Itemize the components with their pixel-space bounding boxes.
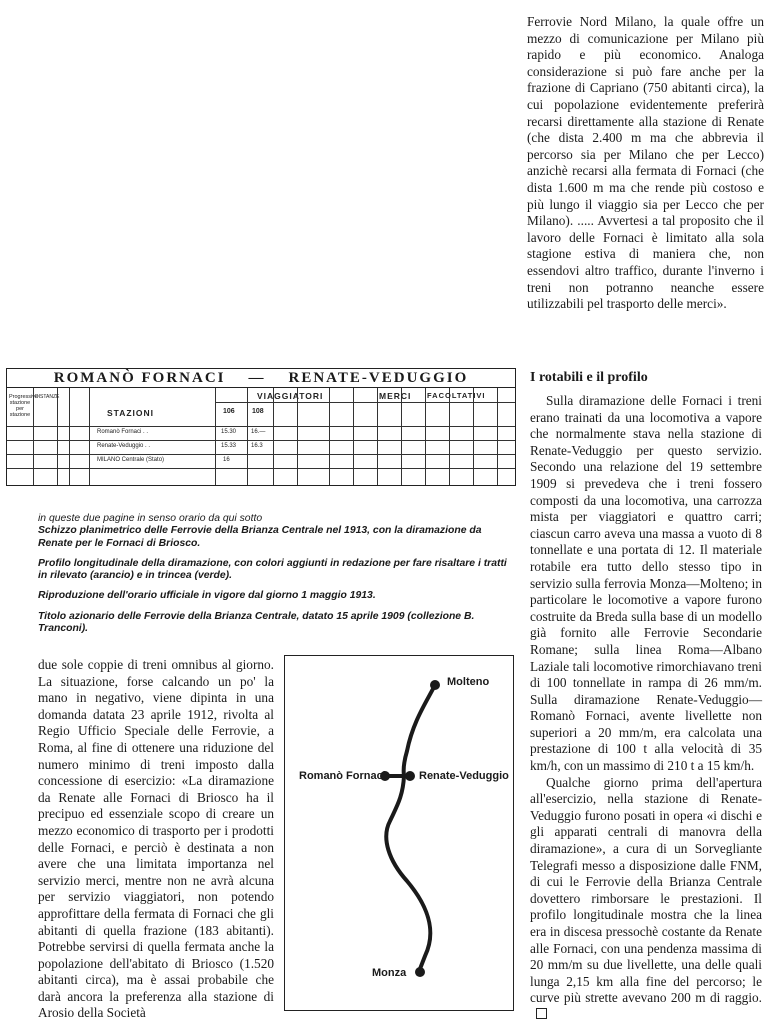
timetable-train-108: 108 bbox=[252, 408, 264, 415]
timetable-time: 16.3 bbox=[251, 443, 263, 449]
timetable-viaggiatori-header: VIAGGIATORI bbox=[257, 391, 324, 401]
caption-timetable: Riproduzione dell'orario ufficiale in vigore dal giorno 1 maggio 1913. bbox=[38, 590, 376, 602]
timetable-body bbox=[7, 388, 515, 485]
station-dot-monza bbox=[415, 967, 425, 977]
timetable-time: 16.— bbox=[251, 429, 266, 435]
map-label-molteno: Molteno bbox=[447, 676, 490, 688]
timetable-station-row: Romanò Fornaci . . bbox=[97, 429, 149, 435]
timetable-time: 15.30 bbox=[221, 429, 237, 435]
timetable-station-row: Renate-Veduggio . . bbox=[97, 443, 151, 449]
timetable-station-row: MILANO Centrale (Stato) bbox=[97, 457, 165, 463]
caption-share: Titolo azionario delle Ferrovie della Brianza Centrale, datato 15 aprile 1909 (collezione B. Tranconi). bbox=[38, 610, 475, 635]
railway-map bbox=[284, 655, 514, 1011]
caption-intro: in queste due pagine in senso orario da qui sotto bbox=[38, 513, 263, 524]
right-paragraph-1: Sulla diramazione delle Fornaci i treni erano trainati da una locomotiva a vapore che normalmente stava nella stazione di Renate-Veduggio per questo servizio. Secondo una relazione del 19 settembre 1909 si prevedeva che i treni fossero composti da una locomotiva, una carrozza mista per viaggiatori e quattro carri; ciascun carro aveva una massa a vuoto di 8 tonnellate e una portata di 12. Il materiale rotabile era tutto dello stesso tipo in servizio sulla ferrovia Monza—Molteno; in particolare le locomotive a vapore furono costruite da Breda sulla base di un modello già fornito alle Ferrovie Secondarie Romane; sulla linea Roma—Albano Laziale tali locomotive rimorchiavano treni di 100 tonnellate in rampa di 26 mm/m. Sulla diramazione Renate-Veduggio—Romanò Fornaci, avente livellette non superiori a 20 mm/m, era calcolata una prestazione di 100 t alla velocità di 35 km/h, con un massimo di 210 t a 15 km/h. bbox=[530, 393, 762, 774]
timetable-title-right: RENATE-VEDUGGIO bbox=[288, 370, 469, 386]
timetable-title bbox=[7, 369, 515, 388]
timetable bbox=[6, 368, 516, 486]
figure-captions bbox=[38, 513, 508, 635]
section-heading: I rotabili e il profilo bbox=[530, 370, 648, 385]
timetable-time: 16 bbox=[223, 457, 230, 463]
top-right-paragraph: Ferrovie Nord Milano, la quale offre un mezzo di comunicazione per Milano più rapido e più economico. Analoga considerazione si può fare anche per la frazione di Capriano (750 abitanti circa), la cui popolazione evidentemente preferirà recarsi direttamente alla stazione di Renate (che dista 2.400 m ma che abbrevia il percorso sia per Milano che per Lecco) anzichè recarsi alla fermata di Fornaci (che dista 1.600 m ma che rende più costoso e più lungo il viaggio sia per Lecco che per Milano). ..... Avvertesi a tal proposito che il lavoro delle Fornaci è limitato alla sola stagione estiva di maniera che, non essendovi altro traffico, durante l'inverno i treni non potranno neanche essere utilizzabili pel trasporto delle merci». bbox=[527, 14, 764, 312]
bottom-left-paragraph: due sole coppie di treni omnibus al giorno. La situazione, forse calcando un po' la mano in negativo, viene dipinta in una domanda datata 23 aprile 1912, rivolta al Regio Ufficio Speciale delle Ferrovie, a Roma, al fine di ottenere una riduzione del numero minimo di treni imposto dalla concessione di esercizio: «La diramazione da Renate alle Fornaci di Briosco ha il precipuo ed essenziale scopo di creare un mezzo economico di trasporto per i prodotti delle Fornaci, e perciò è destinata a non avere che una limitata importanza nel servizio merci, mentre non ne avrà alcuna per servizio viaggiatori, non potendo approfittare della fermata di Fornaci che gli abitanti di quella frazione (183 abitanti). Potrebbe servirsi di quella fermata anche la popolazione dell'abitato di Briosco (1.520 abitanti circa), ma è assai probabile che darà ancora la preferenza alla stazione di Arosio della Società bbox=[38, 657, 274, 1021]
end-mark-icon bbox=[536, 1008, 547, 1019]
top-right-column bbox=[527, 14, 764, 313]
bottom-left-column bbox=[38, 657, 274, 1022]
right-lower-column bbox=[530, 393, 762, 1024]
timetable-distance-label: DISTANZE bbox=[35, 394, 60, 400]
station-dot-molteno bbox=[430, 680, 440, 690]
right-paragraph-2-text: Qualche giorno prima dell'apertura all'esercizio, nella stazione di Renate-Veduggio furono posati in opera «i dischi e gli apparati centrali di manovra della diramazione», a cura di un Sorvegliante Telegrafi messo a disposizione dalle FNM, di cui le Ferrovie della Brianza Centrale dovettero rimborsare le prestazioni. Il profilo longitudinale mostra che la linea era in discesa pressochè costante da Renate alle Fornaci, con una pendenza massima di 20 mm/m su due livellette, una delle quali lunga 2,15 km alla fine del percorso; le curve più strette avevano 200 m di raggio. bbox=[530, 774, 762, 1006]
timetable-time: 15.33 bbox=[221, 443, 237, 449]
railway-map-drawing bbox=[285, 656, 513, 1010]
timetable-progressive-label: Progressive stazione per stazione bbox=[9, 394, 39, 418]
timetable-merci-header: MERCI bbox=[379, 391, 412, 401]
map-label-monza: Monza bbox=[372, 967, 407, 979]
timetable-stations-header: STAZIONI bbox=[107, 408, 155, 418]
caption-map: Schizzo planimetrico delle Ferrovie della Brianza Centrale nel 1913, con la diramazione da Renate per le Fornaci di Briosco. bbox=[38, 525, 482, 549]
map-label-romano-fornaci: Romanò Fornaci bbox=[299, 770, 386, 782]
map-label-renate-veduggio: Renate-Veduggio bbox=[419, 770, 509, 782]
timetable-title-left: ROMANÒ FORNACI bbox=[53, 370, 226, 386]
right-paragraph-2 bbox=[530, 775, 762, 1024]
timetable-title-dash: — bbox=[248, 370, 266, 386]
caption-profile: Profilo longitudinale della diramazione, con colori aggiunti in redazione per fare risaltare i tratti in rilevato (arancio) e in trincea (verde). bbox=[38, 557, 507, 582]
timetable-facoltativi-header: FACOLTATIVI bbox=[427, 391, 486, 400]
station-dot-renate bbox=[405, 771, 415, 781]
timetable-train-106: 106 bbox=[223, 408, 235, 415]
